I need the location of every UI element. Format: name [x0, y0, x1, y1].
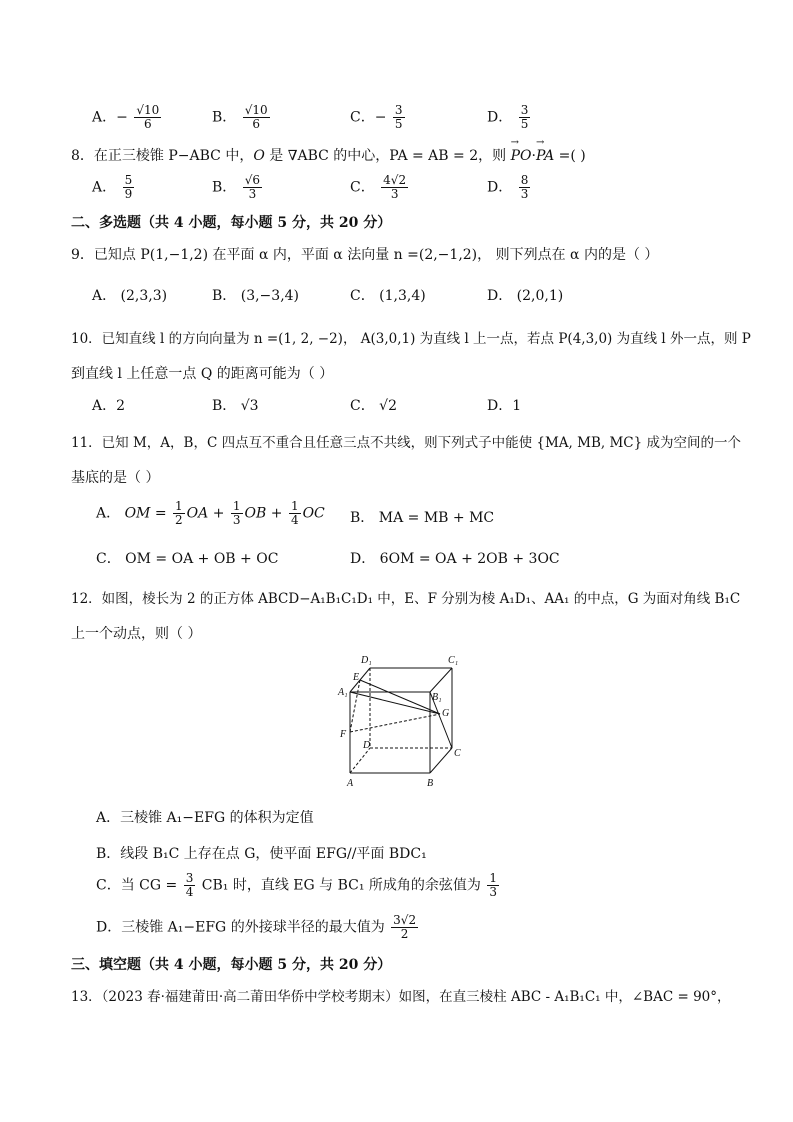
q11-option-b: B． MA = MB + MC — [350, 510, 495, 526]
label-a: A — [347, 778, 354, 789]
q9-option-b: B． (3,−3,4) — [212, 288, 300, 304]
label-c: C — [454, 748, 461, 759]
q11-option-a: A． OM = $\frac{1}{2}$ OA + $\frac{1}{3}$ OB + $\frac{1}{4}$ OC — [96, 499, 325, 527]
section-heading-multi-choice: 二、多选题（共 4 小题，每小题 5 分，共 20 分） — [71, 215, 392, 231]
q9-option-c: C． (1,3,4) — [350, 288, 426, 304]
label-d1: D₁ — [361, 655, 372, 666]
q13-stem: 13．（2023 春·福建莆田·高二莆田华侨中学校考期末）如图，在直三棱柱 ABC - A₁B₁C₁ 中，∠BAC = 90°， — [71, 989, 731, 1005]
edge-b-c — [430, 748, 452, 773]
q10-option-c: C． √2 — [350, 398, 397, 414]
q12-option-c: C．当 CG = $\frac{3}{4}$ CB₁ 时，直线 EG 与 BC₁ 所成角的余弦值为 $\frac{1}{3}$ — [96, 871, 498, 899]
q12-stem-line1: 12．如图，棱长为 2 的正方体 ABCD−A₁B₁C₁D₁ 中，E、F 分别为棱 A₁D₁、AA₁ 的中点，G 为面对角线 B₁C — [71, 591, 741, 607]
label-c1: C₁ — [448, 655, 459, 666]
edge-b1-c1 — [430, 668, 452, 692]
q9-stem: 9．已知点 P(1,−1,2) 在平面 α 内，平面 α 法向量 n =(2,−1,2)， 则下列点在 α 内的是（ ） — [71, 247, 659, 263]
label-d: D — [363, 740, 371, 751]
label-b1: B₁ — [432, 692, 442, 703]
q7-option-c: C．− $\frac{3}{5}$ — [350, 103, 403, 131]
q7-option-d: D． $\frac{3}{5}$ — [487, 103, 529, 131]
q12-option-d: D．三棱锥 A₁−EFG 的外接球半径的最大值为 $\frac{3√2}{2}$ — [96, 913, 417, 941]
q11-stem-line2: 基底的是（ ） — [71, 470, 160, 486]
hidden-edge-a-d — [350, 748, 370, 773]
q9-option-d: D． (2,0,1) — [487, 288, 564, 304]
q8-option-c: C． $\frac{4√2}{3}$ — [350, 173, 407, 201]
q8-stem: 8．在正三棱锥 P−ABC 中，O 是 ∇ABC 的中心，PA = AB = 2，则 → PO·→ PA =( ) — [71, 145, 586, 165]
label-f: F — [340, 729, 347, 740]
cube-figure — [330, 650, 470, 795]
q10-stem-line2: 到直线 l 上任意一点 Q 的距离可能为（ ） — [71, 366, 334, 382]
q12-option-a: A．三棱锥 A₁−EFG 的体积为定值 — [96, 810, 314, 826]
q8-option-a: A． $\frac{5}{9}$ — [92, 173, 133, 201]
label-b: B — [427, 778, 434, 789]
label-g: G — [442, 708, 450, 719]
section-heading-fill-blank: 三、填空题（共 4 小题，每小题 5 分，共 20 分） — [71, 957, 392, 973]
hidden-segment-e-f — [350, 680, 360, 732]
q11-option-d: D． 6OM = OA + 2OB + 3OC — [350, 551, 560, 567]
q10-option-d: D．1 — [487, 398, 522, 414]
q8-option-b: B． $\frac{√6}{3}$ — [212, 173, 261, 201]
q7-option-b: B． $\frac{√10}{6}$ — [212, 103, 268, 131]
q8-option-d: D． $\frac{8}{3}$ — [487, 173, 529, 201]
q12-stem-line2: 上一个动点，则（ ） — [71, 626, 202, 642]
q9-option-a: A． (2,3,3) — [92, 288, 168, 304]
q10-stem-line1: 10．已知直线 l 的方向向量为 n =(1, 2, −2)， A(3,0,1) 为直线 l 上一点，若点 P(4,3,0) 为直线 l 外一点，则 P — [71, 331, 751, 347]
q10-option-b: B． √3 — [212, 398, 259, 414]
q11-stem-line1: 11．已知 M，A，B，C 四点互不重合且任意三点不共线，则下列式子中能使 {MA, MB, MC} 成为空间的一个 — [71, 435, 741, 451]
label-e: E — [353, 672, 360, 683]
hidden-segment-f-g — [350, 714, 440, 732]
q11-option-c: C． OM = OA + OB + OC — [96, 551, 279, 567]
q7-option-a: A．− $\frac{√10}{6}$ — [92, 103, 160, 131]
q10-option-a: A．2 — [92, 398, 126, 414]
label-a1: A₁ — [338, 687, 348, 698]
q12-option-b: B．线段 B₁C 上存在点 G，使平面 EFG//平面 BDC₁ — [96, 846, 427, 862]
